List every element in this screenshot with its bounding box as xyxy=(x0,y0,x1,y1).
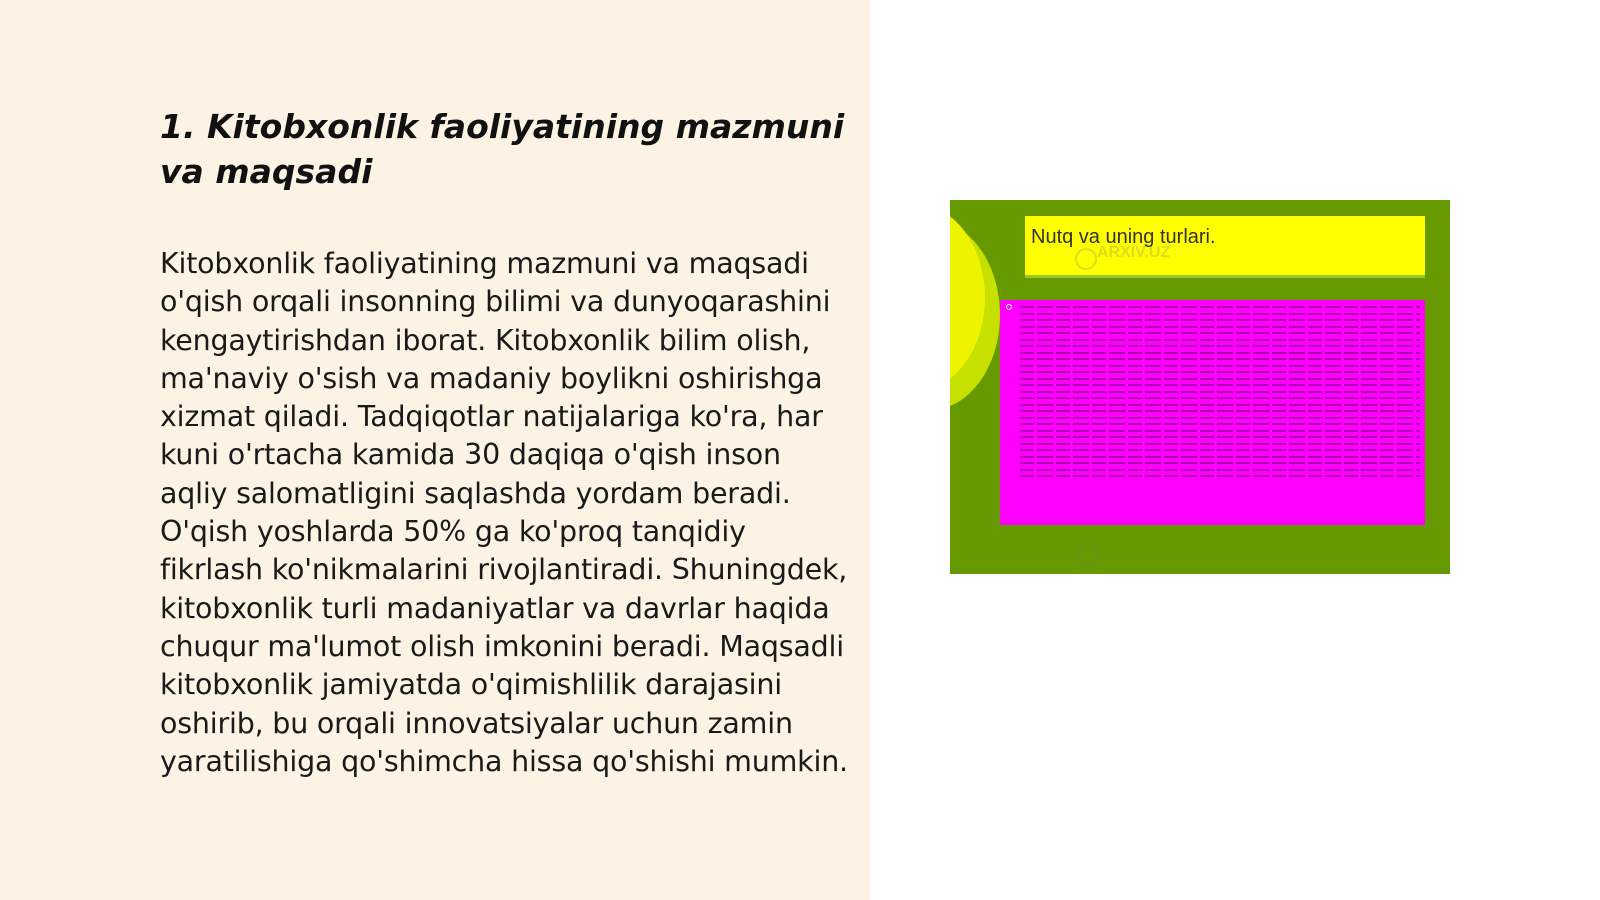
thumbnail-body-box xyxy=(1000,300,1425,525)
thumbnail-title: Nutq va uning turlari. xyxy=(1031,226,1216,248)
bullet-icon xyxy=(1006,304,1012,310)
watermark-text: ARXIV.UZ xyxy=(1097,244,1171,261)
slide-title: 1. Kitobxonlik faoliyatining mazmuni va maqsadi xyxy=(160,107,845,191)
slide-body-text: Kitobxonlik faoliyatining mazmuni va maqsadi o'qish orqali insonning bilimi va dunyoqarashini kengaytirishdan iborat. Kitobxonlik bilim olish, ma'naviy o'sish va madaniy boylikni oshirishga xizmat qiladi. Tadqiqotlar natijalariga ko'ra, har kuni o'rtacha kamida 30 daqiqa o'qish inson aqliy salomatligini saqlashda yordam beradi. O'qish yoshlarda 50% ga ko'proq tanqidiy fikrlash ko'nikmalarini rivojlantiradi. Shuningdek, kitobxonlik turli madaniyatlar va davrlar haqida chuqur ma'lumot olish imkonini beradi. Maqsadli kitobxonlik jamiyatda o'qimishlilik darajasini oshirib, bu orqali innovatsiyalar uchun zamin yaratilishiga qo'shimcha hissa qo'shishi mumkin. xyxy=(160,247,848,778)
thumbnail-title-box xyxy=(1025,216,1425,278)
watermark-icon-bottom xyxy=(1077,546,1099,568)
slide-thumbnail-image xyxy=(950,200,1450,574)
thumbnail-body-text-lines xyxy=(1020,302,1420,482)
watermark-icon xyxy=(1075,248,1097,270)
